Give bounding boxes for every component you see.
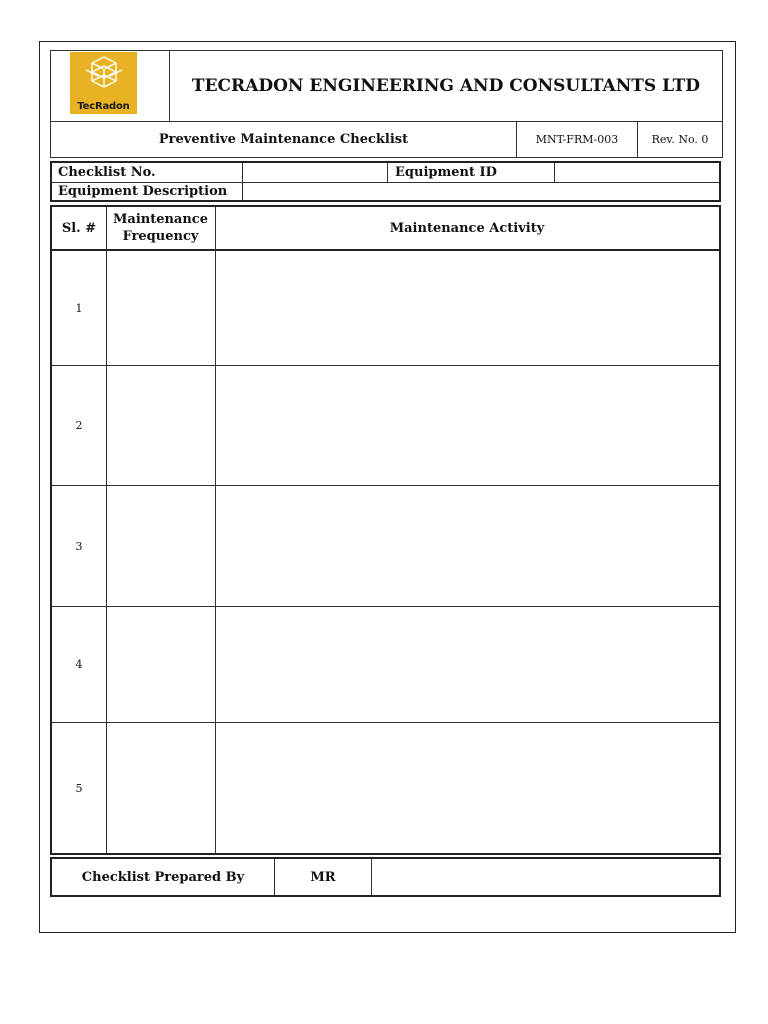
maintenance-table	[50, 205, 721, 855]
table-row-number: 4	[75, 658, 83, 671]
form-title: Preventive Maintenance Checklist	[51, 122, 517, 157]
frequency-cell[interactable]	[107, 607, 215, 722]
column-header-frequency: Maintenance Frequency	[113, 212, 208, 244]
checklist-no-field[interactable]	[244, 163, 389, 182]
frequency-cell[interactable]	[107, 366, 215, 485]
activity-cell[interactable]	[216, 366, 719, 485]
checklist-no-label: Checklist No.	[58, 165, 156, 180]
activity-cell[interactable]	[216, 607, 719, 722]
revision-number: Rev. No. 0	[651, 133, 709, 146]
frequency-cell[interactable]	[107, 486, 215, 606]
signoff-table	[50, 857, 721, 897]
activity-cell[interactable]	[216, 251, 719, 365]
divider	[387, 163, 388, 182]
table-row-number: 2	[75, 419, 83, 432]
signature-field[interactable]	[372, 859, 719, 895]
document-header	[50, 50, 723, 158]
mr-label: MR	[275, 859, 372, 895]
logo-cell	[51, 51, 170, 121]
equipment-description-label: Equipment Description	[58, 184, 228, 199]
activity-cell[interactable]	[216, 486, 719, 606]
company-name: TECRADON ENGINEERING AND CONSULTANTS LTD	[191, 76, 701, 96]
form-info-row	[51, 121, 722, 157]
equipment-id-field[interactable]	[555, 163, 719, 182]
table-row-number: 3	[75, 539, 83, 553]
form-code: MNT-FRM-003	[517, 122, 638, 157]
stacked-cubes-icon	[83, 55, 125, 93]
logo-text: TecRadon	[77, 101, 130, 112]
divider	[242, 163, 243, 200]
table-row-number: 1	[75, 301, 83, 315]
frequency-cell[interactable]	[107, 251, 215, 365]
company-logo	[70, 52, 137, 114]
equipment-description-field[interactable]	[244, 183, 719, 200]
column-header-activity: Maintenance Activity	[389, 220, 545, 236]
table-row-number: 5	[75, 781, 83, 795]
equipment-info-table	[50, 161, 721, 202]
activity-cell[interactable]	[216, 723, 719, 853]
frequency-cell[interactable]	[107, 723, 215, 853]
divider	[554, 163, 555, 182]
column-header-sl: Sl. #	[61, 220, 97, 236]
divider	[52, 182, 719, 183]
prepared-by-label: Checklist Prepared By	[52, 859, 275, 895]
equipment-id-label: Equipment ID	[395, 165, 497, 180]
